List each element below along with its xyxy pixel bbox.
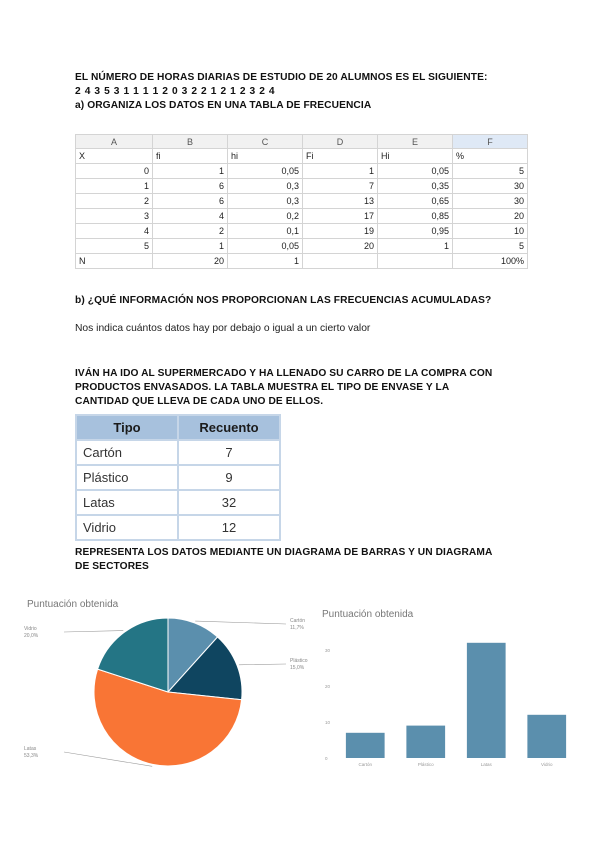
y-tick-label: 10: [325, 720, 331, 725]
section1-data-line: 2 4 3 5 3 1 1 1 1 2 0 3 2 2 1 2 1 2 3 2 4: [75, 86, 275, 97]
col-letter[interactable]: D: [303, 135, 378, 149]
y-tick-label: 20: [325, 684, 331, 689]
cell[interactable]: [303, 254, 378, 269]
cell[interactable]: 0,3: [228, 194, 303, 209]
cell[interactable]: 0,35: [378, 179, 453, 194]
cell[interactable]: 30: [453, 194, 528, 209]
bar-chart: [315, 620, 585, 772]
col-letter[interactable]: B: [153, 135, 228, 149]
bar-cartón: [346, 733, 385, 758]
x-tick-label: Plástico: [417, 762, 434, 767]
table-row: [76, 239, 528, 254]
pie-label-pct: 20,0%: [24, 633, 39, 639]
cell[interactable]: 30: [453, 179, 528, 194]
cell[interactable]: 3: [76, 209, 153, 224]
section2-line2: PRODUCTOS ENVASADOS. LA TABLA MUESTRA EL TIPO DE ENVASE Y LA: [75, 382, 450, 393]
cell[interactable]: 6: [153, 179, 228, 194]
cell[interactable]: 0,3: [228, 179, 303, 194]
cell[interactable]: 0: [76, 164, 153, 179]
cell[interactable]: 5: [453, 164, 528, 179]
cell[interactable]: 1: [76, 179, 153, 194]
pie-leader-line: [239, 664, 286, 665]
count-cell: 7: [178, 440, 280, 465]
cell[interactable]: 5: [453, 239, 528, 254]
section2-line3: CANTIDAD QUE LLEVA DE CADA UNO DE ELLOS.: [75, 396, 324, 407]
pie-leader-line: [195, 621, 286, 624]
cell[interactable]: 2: [76, 194, 153, 209]
pie-label-name: Plástico: [290, 658, 308, 664]
table-row: [76, 465, 280, 490]
tipo-header-cell: Tipo: [76, 415, 178, 440]
cell[interactable]: 19: [303, 224, 378, 239]
cell[interactable]: 0,05: [228, 239, 303, 254]
cell[interactable]: hi: [228, 149, 303, 164]
tipo-header-row: [76, 415, 280, 440]
table-row: [76, 440, 280, 465]
x-tick-label: Cartón: [358, 762, 373, 767]
cell[interactable]: 0,95: [378, 224, 453, 239]
bar-plástico: [406, 726, 445, 758]
cell[interactable]: 100%: [453, 254, 528, 269]
section2-line1: IVÁN HA IDO AL SUPERMERCADO Y HA LLENADO SU CARRO DE LA COMPRA CON: [75, 368, 493, 379]
cell[interactable]: Hi: [378, 149, 453, 164]
pie-label-name: Cartón: [290, 618, 306, 624]
cell[interactable]: 20: [153, 254, 228, 269]
tipo-cell: Plástico: [76, 465, 178, 490]
table-total-row: [76, 254, 528, 269]
cell[interactable]: 0,05: [228, 164, 303, 179]
cell[interactable]: 1: [153, 164, 228, 179]
sheet-header-row: [76, 149, 528, 164]
cell[interactable]: X: [76, 149, 153, 164]
section3-line1: REPRESENTA LOS DATOS MEDIANTE UN DIAGRAMA DE BARRAS Y UN DIAGRAMA: [75, 547, 493, 558]
tipo-cell: Latas: [76, 490, 178, 515]
part-b-answer: Nos indica cuántos datos hay por debajo o igual a un cierto valor: [75, 323, 371, 334]
cell[interactable]: 0,05: [378, 164, 453, 179]
cell[interactable]: 1: [303, 164, 378, 179]
x-tick-label: Vidrio: [541, 762, 553, 767]
section3-line2: DE SECTORES: [75, 561, 149, 572]
bar-vidrio: [527, 715, 566, 758]
cell[interactable]: 0,65: [378, 194, 453, 209]
cell[interactable]: 1: [153, 239, 228, 254]
part-b-question: b) ¿QUÉ INFORMACIÓN NOS PROPORCIONAN LAS FRECUENCIAS ACUMULADAS?: [75, 295, 492, 306]
tipo-cell: Vidrio: [76, 515, 178, 540]
pie-label-pct: 11,7%: [290, 625, 304, 631]
y-tick-label: 0: [325, 756, 328, 761]
table-row: [76, 490, 280, 515]
cell[interactable]: 1: [378, 239, 453, 254]
cell[interactable]: 10: [453, 224, 528, 239]
cell[interactable]: 20: [303, 239, 378, 254]
cell[interactable]: [378, 254, 453, 269]
bar-chart-title: Puntuación obtenida: [322, 609, 414, 620]
bar-latas: [467, 643, 506, 758]
y-tick-label: 30: [325, 648, 331, 653]
recuento-header-cell: Recuento: [178, 415, 280, 440]
pie-chart-title: Puntuación obtenida: [27, 599, 119, 610]
cell[interactable]: 5: [76, 239, 153, 254]
table-row: [76, 209, 528, 224]
col-letter-selected[interactable]: F: [453, 135, 528, 149]
count-cell: 32: [178, 490, 280, 515]
part-a-heading: a) ORGANIZA LOS DATOS EN UNA TABLA DE FRECUENCIA: [75, 100, 372, 111]
cell[interactable]: 4: [153, 209, 228, 224]
tipo-cell: Cartón: [76, 440, 178, 465]
cell[interactable]: 20: [453, 209, 528, 224]
cell[interactable]: 13: [303, 194, 378, 209]
col-letter[interactable]: C: [228, 135, 303, 149]
cell[interactable]: 0,1: [228, 224, 303, 239]
pie-label-pct: 53,3%: [24, 753, 39, 759]
cell[interactable]: N: [76, 254, 153, 269]
cell[interactable]: 4: [76, 224, 153, 239]
cell[interactable]: Fi: [303, 149, 378, 164]
pie-leader-line: [64, 631, 123, 632]
cell[interactable]: 1: [228, 254, 303, 269]
cell[interactable]: 0,85: [378, 209, 453, 224]
section1-heading: EL NÚMERO DE HORAS DIARIAS DE ESTUDIO DE 20 ALUMNOS ES EL SIGUIENTE:: [75, 72, 488, 83]
pie-chart: [0, 610, 310, 775]
container-type-table: [75, 414, 281, 541]
table-row: [76, 194, 528, 209]
cell[interactable]: 17: [303, 209, 378, 224]
pie-label-name: Latas: [24, 746, 37, 752]
x-tick-label: Latas: [480, 762, 492, 767]
cell[interactable]: 6: [153, 194, 228, 209]
table-row: [76, 224, 528, 239]
cell[interactable]: %: [453, 149, 528, 164]
cell[interactable]: 2: [153, 224, 228, 239]
count-cell: 9: [178, 465, 280, 490]
frequency-spreadsheet: [75, 134, 528, 269]
count-cell: 12: [178, 515, 280, 540]
table-row: [76, 179, 528, 194]
cell[interactable]: 7: [303, 179, 378, 194]
sheet-column-letters: [76, 135, 528, 149]
table-row: [76, 515, 280, 540]
col-letter[interactable]: E: [378, 135, 453, 149]
table-row: [76, 164, 528, 179]
pie-label-pct: 15,0%: [290, 665, 305, 671]
col-letter[interactable]: A: [76, 135, 153, 149]
cell[interactable]: 0,2: [228, 209, 303, 224]
cell[interactable]: fi: [153, 149, 228, 164]
pie-label-name: Vidrio: [24, 626, 37, 632]
